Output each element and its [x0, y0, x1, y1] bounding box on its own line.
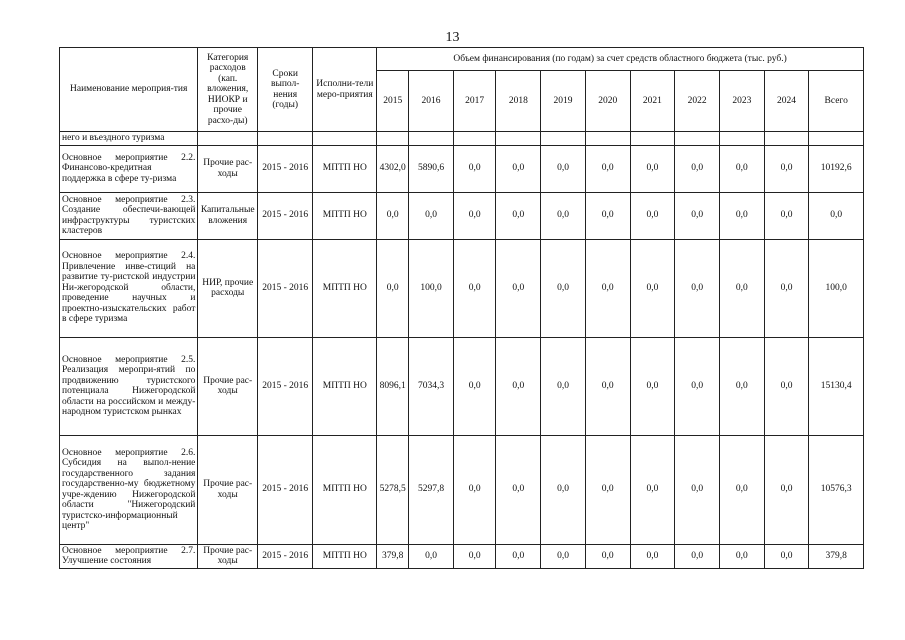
activity-name: Основное мероприятие 2.2. Финансово-кредитная поддержка в сфере ту-ризма — [60, 145, 198, 192]
header-term: Сроки выпол-нения (годы) — [258, 48, 313, 132]
value-cell: 0,0 — [453, 192, 496, 239]
header-year: 2016 — [409, 71, 454, 132]
value-cell: 0,0 — [630, 145, 675, 192]
value-cell: 5297,8 — [409, 435, 454, 544]
value-cell: 0,0 — [409, 544, 454, 568]
value-cell: 100,0 — [409, 239, 454, 337]
value-cell: 0,0 — [496, 435, 541, 544]
activity-name: Основное мероприятие 2.3. Создание обеспечи-вающей инфраструктуры туристских кластеров — [60, 192, 198, 239]
executor: МПТП НО — [313, 544, 377, 568]
activity-name: Основное мероприятие 2.5. Реализация меропри-ятий по продвижению туристского потенциала Нижегородской области на российском и между-народном туристском рынках — [60, 337, 198, 435]
executor: МПТП НО — [313, 192, 377, 239]
expense-category: НИР, прочие расходы — [198, 239, 258, 337]
value-cell: 0,0 — [453, 337, 496, 435]
header-funding: Объем финансирования (по годам) за счет средств областного бюджета (тыс. руб.) — [377, 48, 864, 71]
value-cell: 0,0 — [764, 145, 809, 192]
value-cell: 0,0 — [409, 192, 454, 239]
expense-category: Прочие рас-ходы — [198, 337, 258, 435]
term: 2015 - 2016 — [258, 192, 313, 239]
value-cell: 0,0 — [453, 435, 496, 544]
header-total: Всего — [809, 71, 864, 132]
term: 2015 - 2016 — [258, 544, 313, 568]
value-cell: 0,0 — [585, 544, 630, 568]
header-name: Наименование мероприя-тия — [60, 48, 198, 132]
value-cell: 0,0 — [496, 239, 541, 337]
value-cell: 0,0 — [541, 435, 586, 544]
value-cell: 0,0 — [630, 544, 675, 568]
value-cell: 0,0 — [585, 239, 630, 337]
term: 2015 - 2016 — [258, 239, 313, 337]
table-row — [60, 239, 864, 337]
header-year: 2018 — [496, 71, 541, 132]
value-cell: 0,0 — [719, 192, 764, 239]
funding-table — [59, 47, 864, 569]
total-cell: 0,0 — [809, 192, 864, 239]
table-row — [60, 192, 864, 239]
total-cell: 379,8 — [809, 544, 864, 568]
value-cell: 0,0 — [541, 192, 586, 239]
header-category: Категория расходов (кап. вложения, НИОКР и прочие расхо-ды) — [198, 48, 258, 132]
header-executors: Исполни-тели меро-приятия — [313, 48, 377, 132]
value-cell: 0,0 — [541, 145, 586, 192]
expense-category: Капитальные вложения — [198, 192, 258, 239]
value-cell: 0,0 — [675, 239, 720, 337]
value-cell: 0,0 — [377, 239, 409, 337]
header-year: 2022 — [675, 71, 720, 132]
executor: МПТП НО — [313, 145, 377, 192]
header-year: 2021 — [630, 71, 675, 132]
term: 2015 - 2016 — [258, 435, 313, 544]
value-cell: 0,0 — [675, 435, 720, 544]
value-cell: 8096,1 — [377, 337, 409, 435]
value-cell: 0,0 — [453, 239, 496, 337]
header-year: 2015 — [377, 71, 409, 132]
executor: МПТП НО — [313, 239, 377, 337]
value-cell: 5890,6 — [409, 145, 454, 192]
term: 2015 - 2016 — [258, 337, 313, 435]
table-row — [60, 145, 864, 192]
value-cell: 0,0 — [453, 544, 496, 568]
value-cell: 0,0 — [377, 192, 409, 239]
header-year: 2019 — [541, 71, 586, 132]
value-cell: 0,0 — [675, 192, 720, 239]
value-cell: 0,0 — [675, 337, 720, 435]
value-cell: 0,0 — [496, 337, 541, 435]
value-cell: 0,0 — [630, 192, 675, 239]
value-cell: 0,0 — [496, 192, 541, 239]
value-cell: 0,0 — [675, 145, 720, 192]
value-cell: 0,0 — [541, 337, 586, 435]
value-cell: 379,8 — [377, 544, 409, 568]
value-cell: 0,0 — [585, 337, 630, 435]
value-cell: 0,0 — [719, 435, 764, 544]
value-cell: 0,0 — [541, 239, 586, 337]
value-cell: 7034,3 — [409, 337, 454, 435]
value-cell: 0,0 — [719, 337, 764, 435]
value-cell: 0,0 — [496, 145, 541, 192]
value-cell: 0,0 — [630, 435, 675, 544]
value-cell: 0,0 — [675, 544, 720, 568]
value-cell: 0,0 — [764, 192, 809, 239]
value-cell: 0,0 — [585, 192, 630, 239]
activity-name: Основное мероприятие 2.4. Привлечение инве-стиций на развитие ту-ристской индустрии Ни-жегородской области, проведение научных и проектно-изыскательских работ в сфере туризма — [60, 239, 198, 337]
value-cell: 0,0 — [585, 435, 630, 544]
header-year: 2020 — [585, 71, 630, 132]
value-cell: 4302,0 — [377, 145, 409, 192]
page-number: 13 — [445, 30, 460, 45]
value-cell: 0,0 — [764, 544, 809, 568]
value-cell: 0,0 — [496, 544, 541, 568]
value-cell: 0,0 — [630, 337, 675, 435]
header-year: 2017 — [453, 71, 496, 132]
total-cell: 15130,4 — [809, 337, 864, 435]
table-row — [60, 435, 864, 544]
executor: МПТП НО — [313, 337, 377, 435]
table-header-row — [60, 48, 864, 71]
value-cell: 0,0 — [585, 145, 630, 192]
value-cell: 5278,5 — [377, 435, 409, 544]
expense-category: Прочие рас-ходы — [198, 544, 258, 568]
total-cell: 100,0 — [809, 239, 864, 337]
value-cell: 0,0 — [719, 145, 764, 192]
header-year: 2024 — [764, 71, 809, 132]
value-cell: 0,0 — [541, 544, 586, 568]
total-cell: 10192,6 — [809, 145, 864, 192]
activity-name: Основное мероприятие 2.6. Субсидия на выпол-нение государственного задания государственно-му бюджетному учре-ждению Нижегородской области "Нижегородский туристско-информационный центр" — [60, 435, 198, 544]
value-cell: 0,0 — [764, 435, 809, 544]
value-cell: 0,0 — [719, 239, 764, 337]
value-cell: 0,0 — [764, 337, 809, 435]
value-cell: 0,0 — [630, 239, 675, 337]
expense-category: Прочие рас-ходы — [198, 435, 258, 544]
value-cell: 0,0 — [453, 145, 496, 192]
total-cell: 10576,3 — [809, 435, 864, 544]
continuation-text: него и въездного туризма — [60, 132, 198, 146]
value-cell: 0,0 — [764, 239, 809, 337]
activity-name: Основное мероприятие 2.7. Улучшение состояния — [60, 544, 198, 568]
header-year: 2023 — [719, 71, 764, 132]
table-row-continuation — [60, 132, 864, 146]
expense-category: Прочие рас-ходы — [198, 145, 258, 192]
table-row — [60, 544, 864, 568]
executor: МПТП НО — [313, 435, 377, 544]
term: 2015 - 2016 — [258, 145, 313, 192]
table-row — [60, 337, 864, 435]
value-cell: 0,0 — [719, 544, 764, 568]
